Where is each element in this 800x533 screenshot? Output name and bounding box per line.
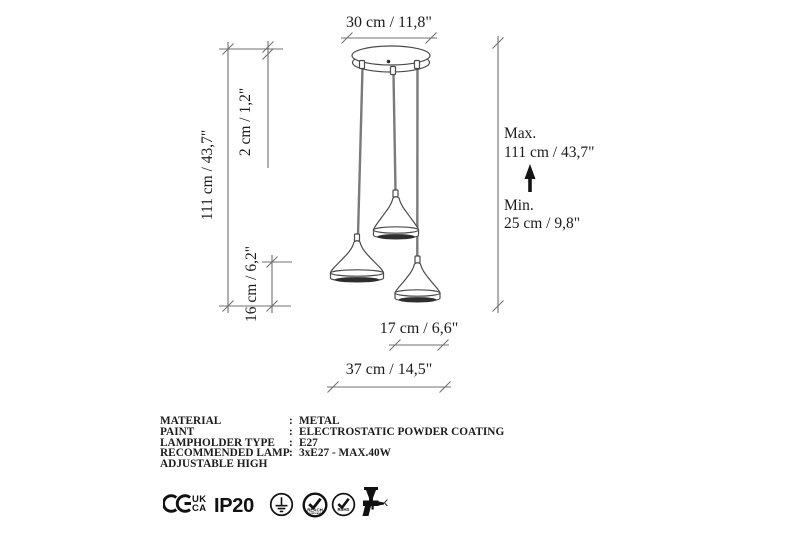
spec-separator: : <box>289 436 293 449</box>
max-value: 111 cm / 43,7" <box>504 144 595 161</box>
dim-canopy-diameter-label: 30 cm / 11,8" <box>346 14 432 31</box>
spec-label: RECOMMENDED LAMP <box>160 447 290 460</box>
ukca-top: UK <box>192 494 207 505</box>
spec-separator: : <box>289 415 293 427</box>
ukca-bottom: CA <box>192 502 207 514</box>
spec-label: MATERIAL <box>160 415 222 427</box>
spec-row-adjustable-high <box>160 459 504 470</box>
reach-label: REACH <box>307 507 323 513</box>
dim-total-height-label: 111 cm / 43,7" <box>199 129 216 221</box>
pendant-lamp-drawing <box>331 46 441 302</box>
max-label: Max. <box>504 125 537 142</box>
spec-table <box>160 416 504 470</box>
spec-label: ADJUSTABLE HIGH <box>160 458 268 471</box>
rohs-icon <box>331 492 356 517</box>
spec-separator: : <box>289 425 293 438</box>
spec-value: ELECTROSTATIC POWDER COATING <box>299 425 505 438</box>
earth-ground-icon <box>269 492 294 517</box>
spec-value: E27 <box>299 436 318 449</box>
shade-middle <box>374 190 419 240</box>
reach-sub-label: COMPLIANT <box>308 513 322 516</box>
spray-gun-icon <box>362 486 389 521</box>
ukca-mark-icon <box>192 496 207 513</box>
spec-label: LAMPHOLDER TYPE <box>160 436 275 449</box>
min-label: Min. <box>504 197 534 214</box>
shade-left <box>331 234 384 282</box>
dim-total-width-label: 37 cm / 14,5" <box>345 361 433 378</box>
shade-right <box>395 256 440 302</box>
dim-shade-height-label: 16 cm / 6,2" <box>243 245 260 323</box>
ip-rating: IP20 <box>214 495 254 517</box>
canopy-screw <box>387 60 391 64</box>
dim-canopy-thickness-label: 2 cm / 1,2" <box>237 87 254 157</box>
ce-mark-icon <box>163 494 192 513</box>
min-value: 25 cm / 9,8" <box>504 215 581 232</box>
rohs-label: RoHS <box>337 507 350 513</box>
spec-row-paint <box>160 427 504 438</box>
reach-compliant-icon <box>302 492 328 518</box>
spec-value: 3xE27 - MAX.40W <box>299 447 391 460</box>
spec-value: METAL <box>299 415 340 427</box>
spec-label: PAINT <box>160 425 195 438</box>
spec-separator <box>289 459 299 470</box>
dim-shade-diameter-label: 17 cm / 6,6" <box>379 320 459 337</box>
spec-separator: : <box>289 447 293 460</box>
adjustable-arrow-icon <box>525 164 536 192</box>
